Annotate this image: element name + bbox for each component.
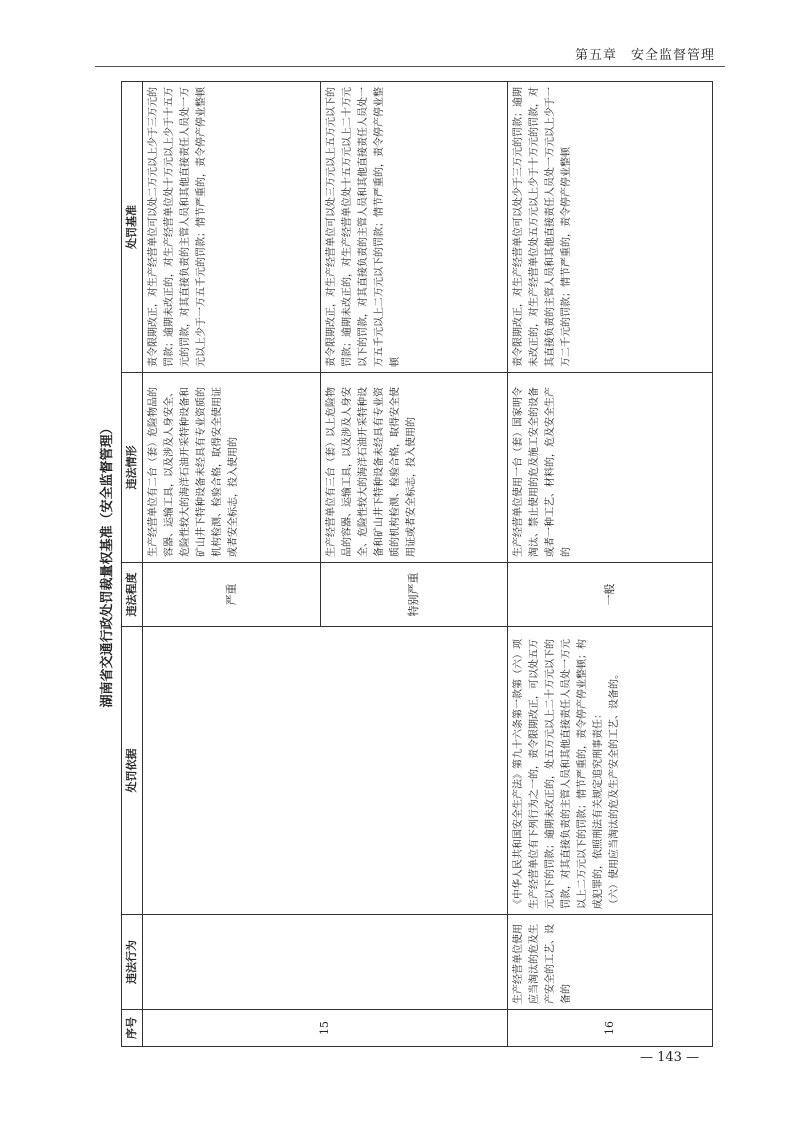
row-situation: 生产经营单位有三台（套）以上危险物品的容器、运输工具，以及涉及人身安全、危险性较大的海洋石油开采特种设备和矿山井下特种设备未经具有专业资质的机构检测、检验合格，取得安全使用证或者安全标志，投入使用的 — [321, 373, 507, 563]
row-degree: 一般 — [507, 563, 712, 627]
rotated-table-page — [95, 82, 713, 1047]
col-behavior-header: 违法行为 — [122, 915, 143, 1010]
col-degree-header: 违法程度 — [122, 563, 143, 627]
row-basis — [507, 627, 712, 915]
row-standard: 责令限期改正，对生产经营单位可以处三万元以上五万元以下的罚款；逾期未改正的，对生产经营单位处十五万元以上二十万元以下的罚款，对其直接负责的主管人员和其他直接责任人员处一万五千元以上二万元以下的罚款；情节严重的，责令停产停业整顿 — [321, 82, 507, 373]
col-situation-header: 违法情形 — [122, 373, 143, 563]
row-behavior — [143, 915, 508, 1010]
row-situation: 生产经营单位有二台（套）危险物品的容器、运输工具，以及涉及人身安全、危险性较大的海洋石油开采特种设备和矿山井下特种设备未经具有专业资质的机构检测、检验合格，取得安全使用证或者安全标志，投入使用的 — [143, 373, 321, 563]
row-degree: 特别严重 — [321, 563, 507, 627]
chapter-title: 第五章 安全监督管理 — [574, 48, 715, 63]
row-degree: 严重 — [143, 563, 321, 627]
penalty-table — [121, 81, 713, 1047]
row-behavior: 生产经营单位使用应当淘汰的危及生产安全的工艺、设备的 — [507, 915, 712, 1010]
table-row — [143, 82, 321, 1047]
basis-paragraph: （六）使用应当淘汰的危及生产安全的工艺、设备的。 — [608, 669, 620, 909]
col-no-header: 序号 — [122, 1010, 143, 1047]
row-no: 15 — [143, 1010, 508, 1047]
page-number: — 143 — — [640, 1050, 700, 1065]
header-rule — [95, 66, 725, 67]
col-basis-header: 处罚依据 — [122, 627, 143, 915]
row-standard: 责令限期改正，对生产经营单位可以处二万元以上少于三万元的罚款；逾期未改正的，对生产经营单位处十万元以上少于十五万元的罚款，对其直接负责的主管人员和其他直接责任人员处一万元以上少于一万五千元的罚款；情节严重的，责令停产停业整顿 — [143, 82, 321, 373]
table-header-row — [122, 82, 143, 1047]
table-row — [507, 82, 712, 1047]
basis-paragraph: 《中华人民共和国安全生产法》第九十六条第一款第（六）项 生产经营单位有下列行为之一的，责令限期改正，可以处五万元以下的罚款；逾期未改正的，处五万元以上二十万元以下的罚款，对其直接负责的主管人员和其他直接责任人员处一万元以上二万元以下的罚款；情节严重的，责令停产停业整顿；构成犯罪的，依照刑法有关规定追究刑事责任： — [512, 639, 604, 909]
row-standard: 责令限期改正，对生产经营单位可以处少于三万元的罚款；逾期未改正的，对生产经营单位处五万元以上少于十万元的罚款，对其直接负责的主管人员和其他直接责任人员处一万元以上少于一万二千元的罚款；情节严重的，责令停产停业整顿 — [507, 82, 712, 373]
table-title: 湖南省交通行政处罚裁量权基准（安全监督管理） — [100, 421, 115, 708]
row-basis — [143, 627, 508, 915]
row-situation: 生产经营单位使用一台（套）国家明令淘汰、禁止使用的危及施工安全的设备或者一种工艺、材料的，危及安全生产的 — [507, 373, 712, 563]
col-standard-header: 处罚基准 — [122, 82, 143, 373]
row-no: 16 — [507, 1010, 712, 1047]
page-header — [0, 0, 793, 70]
